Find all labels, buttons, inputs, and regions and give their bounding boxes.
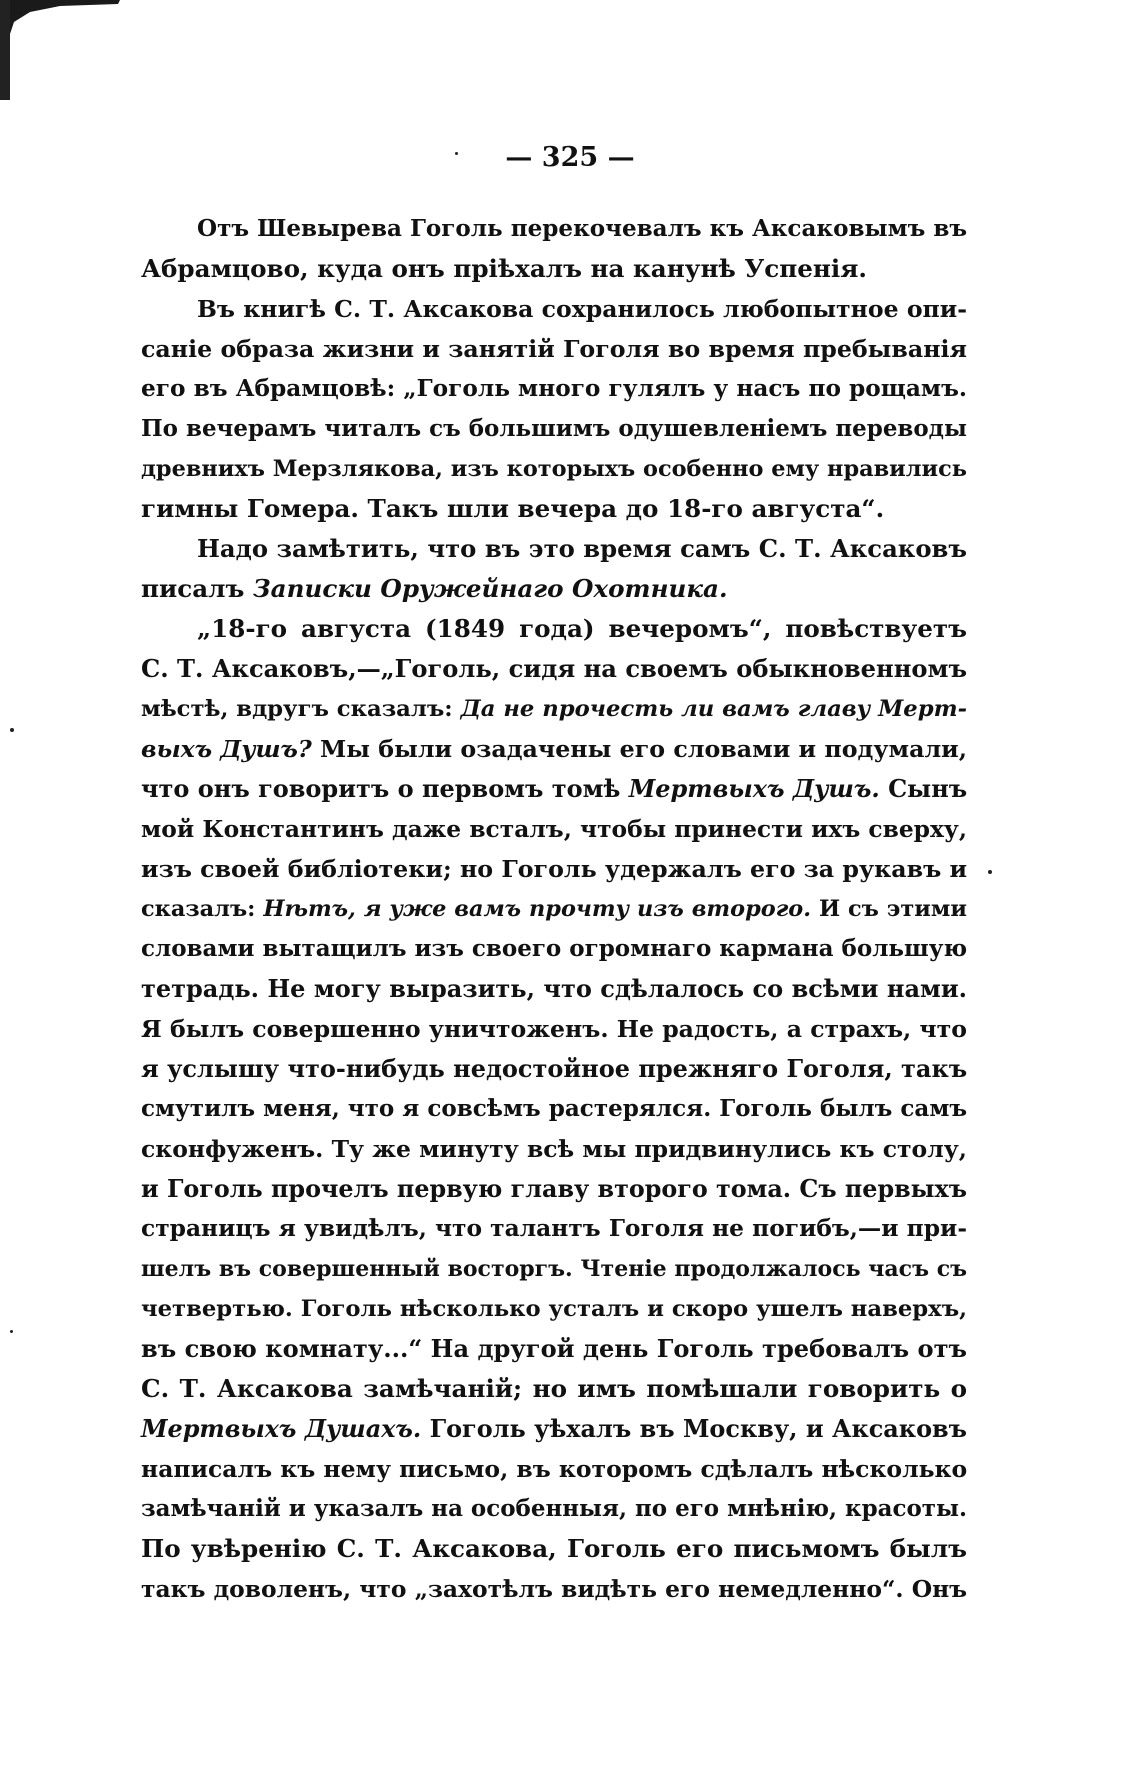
text-segment: Гоголь уѣхалъ въ Москву, и Аксаковъ bbox=[421, 1415, 967, 1443]
text-segment: и Гоголь прочелъ первую главу второго тома. Съ первыхъ bbox=[141, 1175, 967, 1203]
text-line bbox=[141, 889, 967, 929]
text-line bbox=[141, 1249, 967, 1289]
text-line bbox=[141, 1089, 967, 1129]
text-line bbox=[141, 809, 967, 849]
text-line bbox=[141, 609, 967, 649]
text-segment: смутилъ меня, что я совсѣмъ растерялся. Гоголь былъ самъ bbox=[141, 1095, 968, 1122]
italic-text: Нѣтъ, я уже вамъ прочту изъ второго. bbox=[263, 896, 812, 922]
text-segment: шелъ въ совершенный восторгъ. Чтеніе продолжалось часъ съ bbox=[141, 1256, 967, 1282]
text-line bbox=[141, 929, 967, 969]
text-line bbox=[141, 1409, 967, 1449]
text-line bbox=[141, 969, 967, 1009]
text-line bbox=[141, 1569, 967, 1609]
text-line bbox=[141, 249, 967, 289]
scan-speck bbox=[10, 728, 14, 732]
text-line bbox=[141, 329, 967, 369]
text-segment: Отъ Шевырева Гоголь перекочевалъ къ Аксаковымъ въ bbox=[197, 215, 968, 242]
text-segment: По вечерамъ читалъ съ большимъ одушевленіемъ переводы bbox=[141, 415, 967, 442]
text-segment: „18-го августа (1849 года) вечеромъ“, повѣствуетъ bbox=[197, 614, 967, 643]
text-line bbox=[141, 1209, 967, 1249]
page-number: — 325 — bbox=[505, 142, 635, 173]
italic-text: Да не прочесть ли вамъ главу Мерт- bbox=[460, 696, 967, 722]
text-segment: такъ доволенъ, что „захотѣлъ видѣть его немедленно“. Онъ bbox=[141, 1575, 968, 1603]
text-segment: Я былъ совершенно уничтоженъ. Не радость, а страхъ, что bbox=[141, 1015, 967, 1043]
text-segment: тетрадь. Не могу выразить, что сдѣлалось со всѣми нами. bbox=[141, 974, 967, 1003]
text-segment: мѣстѣ, вдругъ сказалъ: bbox=[141, 696, 461, 722]
text-segment: сконфуженъ. Ту же минуту всѣ мы придвинулись къ столу, bbox=[141, 1135, 967, 1163]
text-segment: Надо замѣтить, что въ это время самъ С. Т. Аксаковъ bbox=[197, 534, 967, 563]
text-segment: четвертью. Гоголь нѣсколько усталъ и скоро ушелъ наверхъ, bbox=[141, 1296, 967, 1322]
text-segment: мой Константинъ даже всталъ, чтобы принести ихъ сверху, bbox=[141, 815, 967, 843]
text-segment: Мы были озадачены его словами и подумали, bbox=[311, 735, 967, 763]
text-line bbox=[141, 1449, 967, 1489]
text-line bbox=[141, 1009, 967, 1049]
italic-text: выхъ Душъ? bbox=[141, 735, 312, 763]
text-line bbox=[141, 409, 967, 449]
text-segment: словами вытащилъ изъ своего огромнаго кармана большую bbox=[141, 935, 968, 962]
scan-corner-artifact bbox=[0, 0, 120, 120]
text-segment: древнихъ Мерзлякова, изъ которыхъ особенно ему нравились bbox=[141, 456, 967, 482]
text-line bbox=[141, 849, 967, 889]
text-segment: его въ Абрамцовѣ: „Гоголь много гулялъ у насъ по рощамъ. bbox=[141, 375, 967, 402]
text-segment: написалъ къ нему письмо, въ которомъ сдѣлалъ нѣсколько bbox=[141, 1455, 968, 1483]
text-segment: По увѣренію С. Т. Аксакова, Гоголь его письмомъ былъ bbox=[141, 1534, 967, 1563]
body-text bbox=[141, 209, 967, 1609]
text-line bbox=[141, 1369, 967, 1409]
text-segment: Сынъ bbox=[879, 774, 968, 803]
text-line bbox=[141, 1529, 967, 1569]
text-line bbox=[141, 1489, 967, 1529]
text-line bbox=[141, 649, 967, 689]
text-segment: что онъ говоритъ о первомъ томѣ bbox=[141, 774, 629, 803]
text-segment: въ свою комнату...“ На другой день Гоголь требовалъ отъ bbox=[141, 1334, 967, 1363]
text-segment: замѣчаній и указалъ на особенныя, по его мнѣнію, красоты. bbox=[141, 1495, 967, 1522]
text-segment: С. Т. Аксаковъ,—„Гоголь, сидя на своемъ обыкновенномъ bbox=[141, 654, 968, 683]
text-line bbox=[141, 489, 967, 529]
text-line bbox=[141, 1289, 967, 1329]
text-segment: я услышу что-нибудь недостойное прежняго Гоголя, такъ bbox=[141, 1054, 968, 1083]
text-line bbox=[141, 289, 967, 329]
text-line bbox=[141, 369, 967, 409]
text-line bbox=[141, 1129, 967, 1169]
text-line bbox=[141, 1049, 967, 1089]
scan-speck bbox=[10, 1330, 13, 1333]
text-line bbox=[141, 769, 967, 809]
text-segment: страницъ я увидѣлъ, что талантъ Гоголя не погибъ,—и при- bbox=[141, 1215, 967, 1242]
italic-text: Записки Оружейнаго Охотника. bbox=[252, 574, 728, 603]
text-segment: саніе образа жизни и занятій Гоголя во время пребыванія bbox=[141, 335, 967, 363]
text-segment: писалъ bbox=[141, 574, 253, 603]
scan-speck bbox=[988, 870, 992, 874]
text-line bbox=[141, 449, 967, 489]
text-segment: сказалъ: bbox=[141, 896, 264, 922]
text-segment: гимны Гомера. Такъ шли вечера до 18-го августа“. bbox=[141, 494, 885, 523]
text-line bbox=[141, 689, 967, 729]
scan-speck bbox=[455, 152, 458, 155]
text-segment: изъ своей библіотеки; но Гоголь удержалъ его за рукавъ и bbox=[141, 855, 968, 883]
text-line bbox=[141, 209, 967, 249]
text-segment: И съ этими bbox=[811, 896, 968, 922]
text-segment: Абрамцово, куда онъ пріѣхалъ на канунѣ Успенія. bbox=[141, 254, 867, 283]
text-segment: С. Т. Аксакова замѣчаній; но имъ помѣшали говорить о bbox=[141, 1374, 967, 1403]
text-line bbox=[141, 729, 967, 769]
text-segment: Въ книгѣ С. Т. Аксакова сохранилось любопытное опи- bbox=[197, 295, 967, 323]
italic-text: Мертвыхъ Душахъ. bbox=[141, 1415, 422, 1443]
italic-text: Мертвыхъ Душъ. bbox=[628, 774, 880, 803]
text-line bbox=[141, 1329, 967, 1369]
text-line bbox=[141, 1169, 967, 1209]
text-line bbox=[141, 529, 967, 569]
text-line bbox=[141, 569, 967, 609]
